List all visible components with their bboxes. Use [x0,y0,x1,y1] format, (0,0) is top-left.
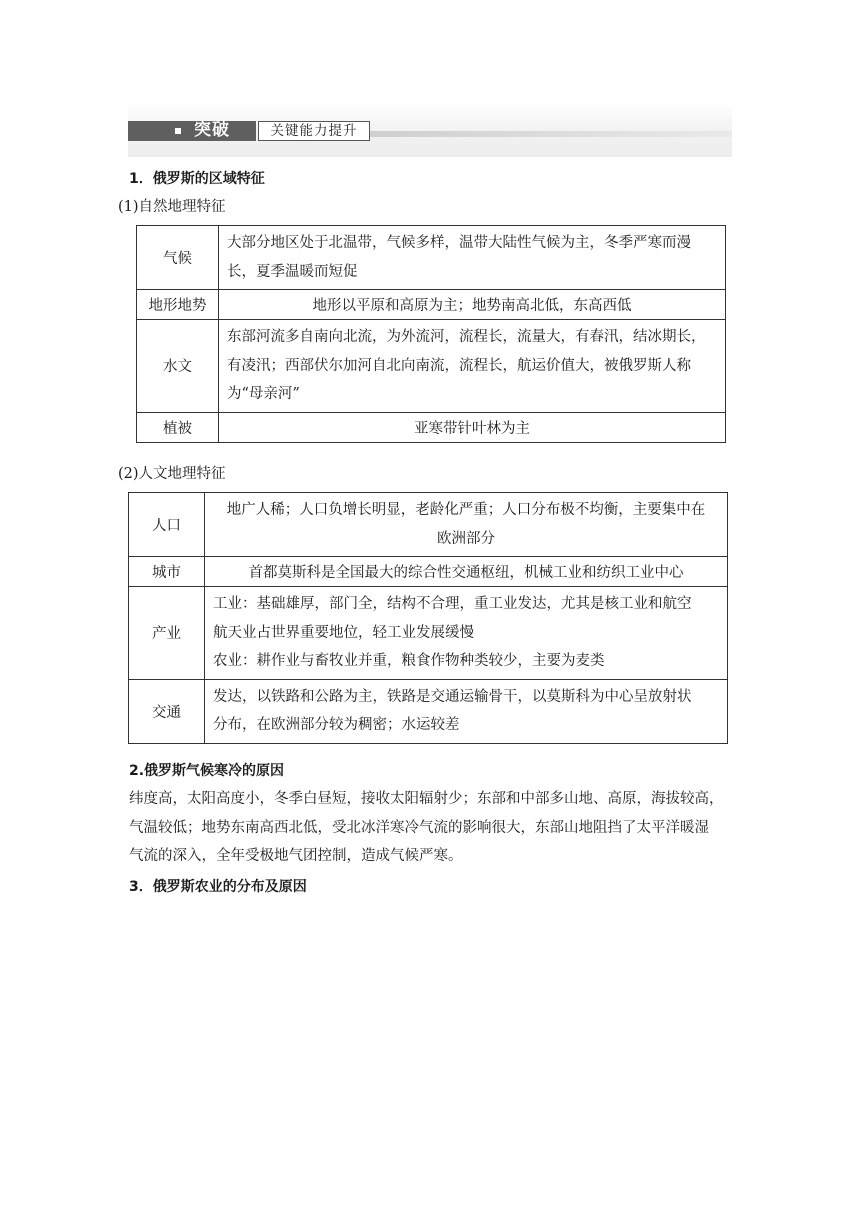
square-bullet-icon [175,128,181,134]
table-row [129,679,728,743]
banner-rule [370,131,732,137]
cell-line: 东部河流多自南向北流，为外流河，流程长，流量大，有春汛，结冰期长， [227,329,706,345]
section-3-heading: 3．俄罗斯农业的分布及原因 [129,879,307,895]
row-label: 气候 [137,226,219,290]
paragraph-line: 气流的深入，全年受极地气团控制，造成气候严寒。 [129,848,463,864]
row-label: 产业 [129,587,205,680]
cell-line: 为“母亲河” [227,386,300,402]
cell-line: 欧洲部分 [437,530,495,547]
row-label: 交通 [129,679,205,743]
row-label: 地形地势 [137,290,219,320]
human-features-subheading: (2)人文地理特征 [118,466,226,482]
cell-line: 工业：基础雄厚，部门全，结构不合理，重工业发达，尤其是核工业和航空 [213,596,692,612]
table-row [129,587,728,680]
cell-line: 发达，以铁路和公路为主，铁路是交通运输骨干，以莫斯科为中心呈放射状 [213,688,692,705]
cell-line: 分布，在欧洲部分较为稠密；水运较差 [213,717,460,733]
row-content: 亚寒带针叶林为主 [219,412,726,442]
cell-line: 地广人稀；人口负增长明显，老龄化严重；人口分布极不均衡，主要集中在 [226,502,706,518]
table-row [137,412,726,442]
row-content [219,320,726,413]
banner-title: 突破 [194,120,230,140]
row-content: 地形以平原和高原为主；地势南高北低，东高西低 [219,290,726,320]
section-2-heading: 2.俄罗斯气候寒冷的原因 [129,763,285,779]
cell-line: 航天业占世界重要地位，轻工业发展缓慢 [213,624,474,641]
row-content [205,587,728,680]
cell-line: 长，夏季温暖而短促 [227,263,358,280]
cell-line: 农业：耕作业与畜牧业并重，粮食作物种类较少，主要为麦类 [213,653,605,669]
natural-features-subheading: (1)自然地理特征 [118,199,226,215]
cell-line: 大部分地区处于北温带，气候多样，温带大陆性气候为主，冬季严寒而漫 [227,235,691,251]
row-content: 首都莫斯科是全国最大的综合性交通枢纽，机械工业和纺织工业中心 [205,557,728,587]
row-label: 植被 [137,412,219,442]
cell-line: 有凌汛；西部伏尔加河自北向南流，流程长，航运价值大，被俄罗斯人称 [227,357,691,374]
human-features-table [128,492,728,744]
table-row [129,557,728,587]
table-row [137,226,726,290]
banner-dark-block [128,121,256,141]
section-banner [128,121,732,141]
row-label: 水文 [137,320,219,413]
row-content [205,493,728,557]
table-row [129,493,728,557]
section-1-heading: 1．俄罗斯的区域特征 [129,171,265,187]
banner-subtitle: 关键能力提升 [258,121,370,141]
row-label: 城市 [129,557,205,587]
table-row [137,290,726,320]
row-content [205,679,728,743]
table-row [137,320,726,413]
paragraph-line: 气温较低；地势东南高西北低，受北冰洋寒冷气流的影响很大，东部山地阻挡了太平洋暖湿 [129,819,709,836]
natural-features-table [136,225,726,443]
row-content [219,226,726,290]
row-label: 人口 [129,493,205,557]
section-2-paragraph [129,785,733,871]
paragraph-line: 纬度高，太阳高度小，冬季白昼短，接收太阳辐射少；东部和中部多山地、高原，海拔较高， [129,791,724,807]
